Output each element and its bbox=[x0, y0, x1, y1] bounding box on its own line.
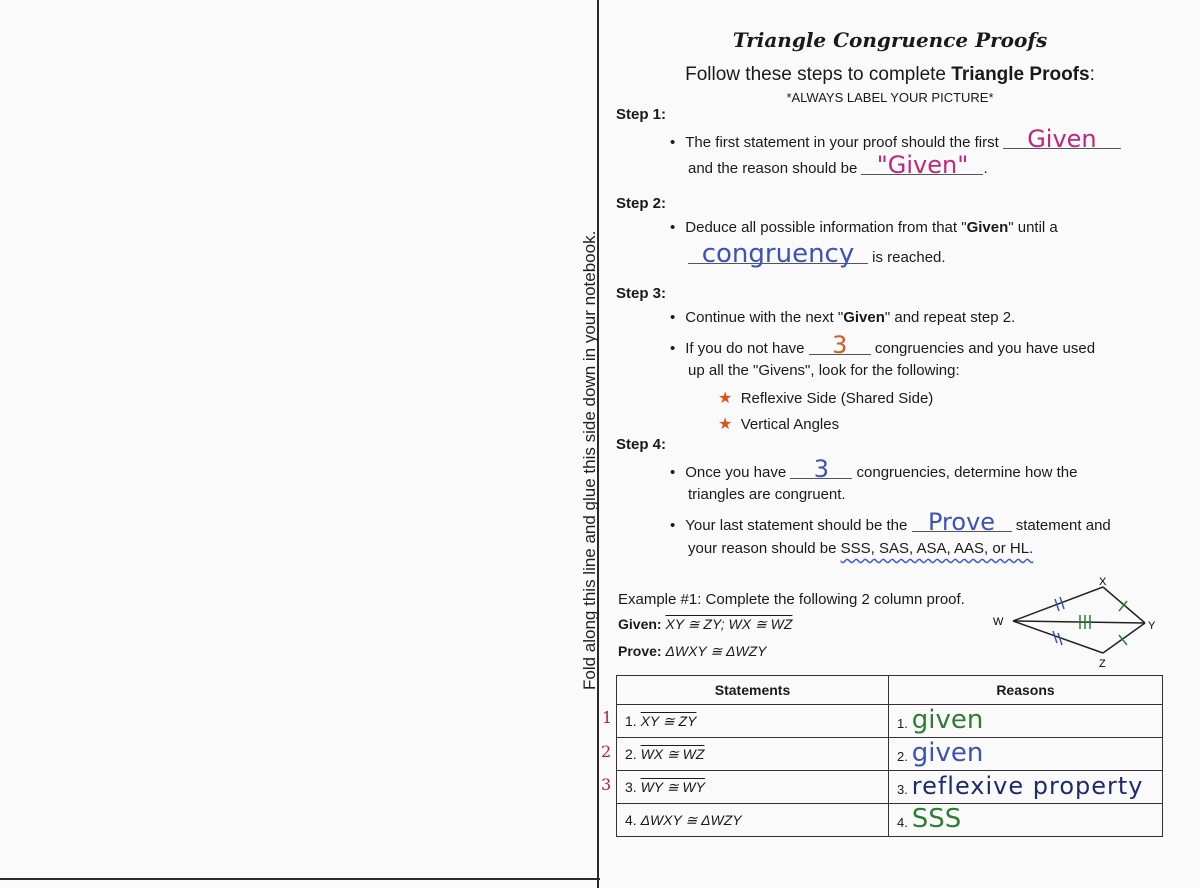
segment-zy bbox=[1103, 623, 1145, 653]
step-4-text: Once you have bbox=[685, 464, 787, 481]
handwritten-reason: given bbox=[911, 738, 984, 768]
statement-text: WY ≅ WY bbox=[640, 778, 705, 795]
handwritten-answer: "Given" bbox=[876, 151, 969, 179]
step-2-text-post: " until a bbox=[1008, 219, 1058, 236]
step-2-text-b: is reached. bbox=[872, 249, 946, 266]
step-1-label: Step 1: bbox=[616, 106, 667, 123]
statement-text: WX ≅ WZ bbox=[640, 745, 705, 762]
handwritten-answer: congruency bbox=[701, 239, 855, 269]
page-title: Triangle Congruence Proofs bbox=[732, 28, 1048, 52]
page-edge-line bbox=[0, 878, 600, 880]
row-number: 3. bbox=[625, 778, 637, 795]
step-3-text-post: " and repeat step 2. bbox=[884, 309, 1016, 326]
example-prove bbox=[618, 643, 767, 660]
row-number: 4. bbox=[625, 811, 637, 828]
step-3-line-c: up all the "Givens", look for the following: bbox=[688, 362, 960, 379]
period: . bbox=[983, 160, 988, 177]
statements-header: Statements bbox=[617, 676, 889, 705]
reason-cell bbox=[889, 705, 1163, 738]
bullet: • bbox=[670, 134, 676, 151]
blank bbox=[790, 455, 852, 483]
step-3-text-b: If you do not have bbox=[685, 340, 805, 357]
row-number: 3. bbox=[897, 782, 908, 797]
step-3-text-b-post: congruencies and you have used bbox=[874, 340, 1096, 357]
step-3-star-item-2 bbox=[718, 414, 839, 434]
subtitle-text: Follow these steps to complete bbox=[685, 64, 952, 85]
picture-note: *ALWAYS LABEL YOUR PICTURE* bbox=[786, 90, 994, 105]
margin-number: 2 bbox=[601, 742, 612, 761]
postulate-list: SSS, SAS, ASA, AAS, or HL. bbox=[840, 540, 1034, 557]
statement-cell bbox=[617, 705, 889, 738]
blank bbox=[809, 331, 871, 359]
handwritten-reason: SSS bbox=[911, 804, 962, 834]
bold-word: Given bbox=[966, 219, 1009, 236]
step-4-text-post: congruencies, determine how the bbox=[856, 464, 1078, 481]
star-item-text: Reflexive Side (Shared Side) bbox=[740, 390, 934, 407]
table-row bbox=[617, 804, 1163, 837]
example-given bbox=[618, 616, 792, 633]
statement-cell bbox=[617, 771, 889, 804]
step-1-line-a bbox=[670, 125, 1121, 153]
step-4-line-c bbox=[670, 508, 1111, 536]
handwritten-answer: 3 bbox=[813, 455, 829, 483]
step-2-text: Deduce all possible information from that " bbox=[685, 219, 967, 236]
reason-cell bbox=[889, 738, 1163, 771]
step-3-text: Continue with the next " bbox=[685, 309, 844, 326]
step-3-star-item-1 bbox=[718, 388, 933, 408]
step-4-text-c: Your last statement should be the bbox=[685, 517, 908, 534]
step-3-line-a bbox=[670, 309, 1015, 326]
fold-instruction: Fold along this line and glue this side down in your notebook. bbox=[580, 230, 599, 690]
row-number: 1. bbox=[625, 712, 637, 729]
handwritten-answer: Given bbox=[1027, 125, 1097, 153]
statement-cell bbox=[617, 804, 889, 837]
step-4-line-d bbox=[688, 540, 1033, 557]
step-1-line-b bbox=[688, 151, 988, 179]
subtitle bbox=[620, 64, 1160, 86]
given-text: XY ≅ ZY; WX ≅ WZ bbox=[665, 616, 793, 632]
table-header-row bbox=[617, 676, 1163, 705]
row-number: 2. bbox=[625, 745, 637, 762]
label-y: Y bbox=[1148, 620, 1156, 632]
margin-number: 1 bbox=[602, 708, 613, 727]
given-label: Given: bbox=[618, 616, 662, 632]
step-2-line-a bbox=[670, 219, 1058, 236]
handwritten-answer: 3 bbox=[832, 331, 848, 359]
example-heading: Example #1: Complete the following 2 column proof. bbox=[618, 591, 965, 608]
subtitle-colon: : bbox=[1089, 64, 1095, 85]
bullet: • bbox=[670, 464, 676, 481]
prove-text: ΔWXY ≅ ΔWZY bbox=[665, 643, 767, 659]
blank bbox=[912, 508, 1012, 536]
step-3-label: Step 3: bbox=[616, 285, 667, 302]
blank bbox=[1003, 125, 1121, 153]
step-4-text-d: your reason should be bbox=[688, 540, 841, 557]
segment-wy bbox=[1013, 621, 1145, 623]
reasons-header: Reasons bbox=[889, 676, 1163, 705]
step-4-text-c-post: statement and bbox=[1015, 517, 1111, 534]
step-4-line-b: triangles are congruent. bbox=[688, 486, 846, 503]
label-x: X bbox=[1099, 576, 1107, 588]
statement-text: XY ≅ ZY bbox=[640, 712, 697, 729]
step-2-line-b bbox=[688, 239, 946, 269]
statement-cell bbox=[617, 738, 889, 771]
table-row bbox=[617, 771, 1163, 804]
step-3-line-b bbox=[670, 331, 1096, 359]
statement-text: ΔWXY ≅ ΔWZY bbox=[640, 811, 742, 828]
step-1-text-b: and the reason should be bbox=[688, 160, 858, 177]
star-item-text: Vertical Angles bbox=[740, 416, 840, 433]
blank bbox=[861, 151, 983, 179]
step-4-line-a bbox=[670, 455, 1078, 483]
label-z: Z bbox=[1099, 658, 1106, 670]
bullet: • bbox=[670, 517, 676, 534]
bullet: • bbox=[670, 340, 676, 357]
bullet: • bbox=[670, 219, 676, 236]
table-row bbox=[617, 738, 1163, 771]
subtitle-bold: Triangle Proofs bbox=[951, 64, 1090, 85]
blank bbox=[688, 239, 868, 269]
star-icon: ★ bbox=[718, 416, 733, 433]
row-number: 2. bbox=[897, 749, 908, 764]
step-1-text: The first statement in your proof should the first bbox=[685, 134, 999, 151]
step-2-label: Step 2: bbox=[616, 195, 667, 212]
label-w: W bbox=[993, 616, 1004, 628]
row-number: 1. bbox=[897, 716, 908, 731]
step-4-label: Step 4: bbox=[616, 436, 667, 453]
handwritten-reason: reflexive property bbox=[911, 772, 1144, 800]
reason-cell bbox=[889, 804, 1163, 837]
row-number: 4. bbox=[897, 815, 908, 830]
triangle-figure bbox=[985, 575, 1165, 675]
table-row bbox=[617, 705, 1163, 738]
handwritten-reason: given bbox=[911, 705, 984, 735]
bullet: • bbox=[670, 309, 676, 326]
handwritten-answer: Prove bbox=[928, 508, 996, 536]
bold-word: Given bbox=[843, 309, 885, 326]
star-icon: ★ bbox=[718, 390, 733, 407]
proof-table bbox=[616, 675, 1163, 837]
prove-label: Prove: bbox=[618, 643, 662, 659]
margin-number: 3 bbox=[601, 775, 612, 794]
reason-cell bbox=[889, 771, 1163, 804]
